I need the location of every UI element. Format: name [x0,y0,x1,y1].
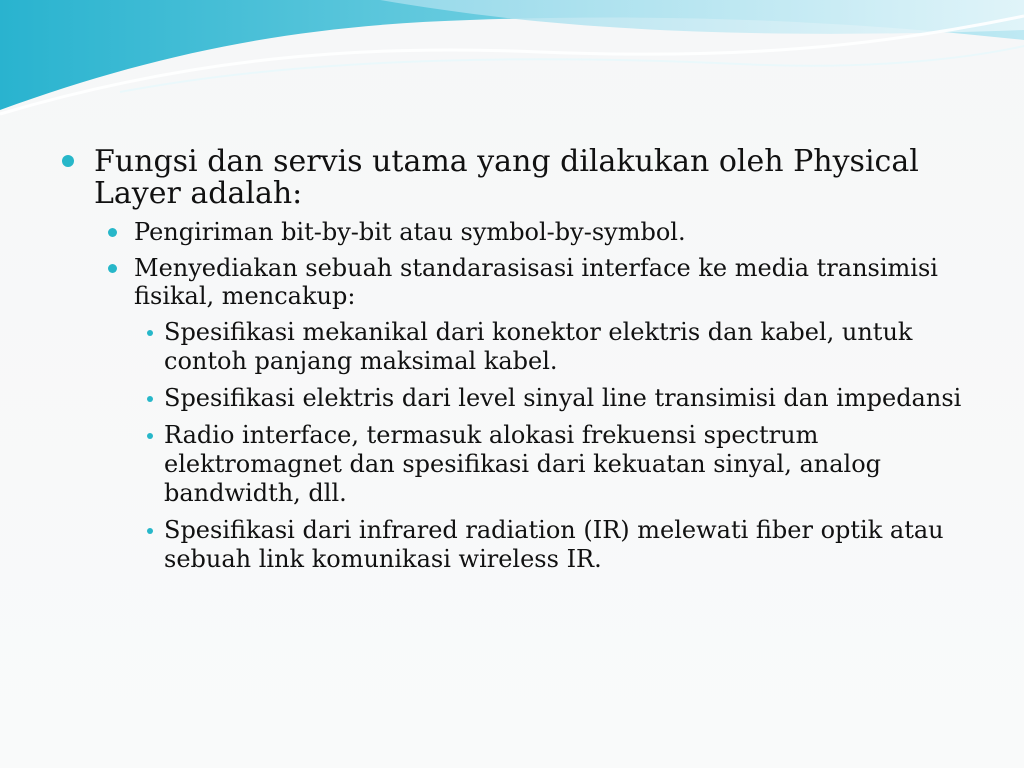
bullet-text: Spesifikasi dari infrared radiation (IR) melewati fiber optik atau sebuah link komunikasi wireless IR. [164,516,944,573]
bullet-icon [62,155,74,167]
bullet-item-sub [94,218,980,246]
bullet-item-detail [134,421,980,508]
bullet-text: Menyediakan sebuah standarasisasi interface ke media transimisi fisikal, mencakup: [134,254,938,310]
bullet-text: Spesifikasi elektris dari level sinyal line transimisi dan impedansi [164,384,962,412]
bullet-item-detail [134,318,980,376]
bullet-item-main [60,146,980,574]
bullet-item-detail [134,384,980,413]
bullet-text: Fungsi dan servis utama yang dilakukan oleh Physical Layer adalah: [94,144,919,211]
bullet-text: Spesifikasi mekanikal dari konektor elektris dan kabel, untuk contoh panjang maksimal kabel. [164,318,913,375]
bullet-list-level-1 [60,146,980,574]
header-wave-decoration [0,0,1024,120]
bullet-item-sub [94,254,980,574]
bullet-text: Radio interface, termasuk alokasi frekuensi spectrum elektromagnet dan spesifikasi dari kekuatan sinyal, analog bandwidth, dll. [164,421,882,507]
bullet-icon [147,528,153,534]
bullet-icon [147,433,153,439]
bullet-icon [108,264,117,273]
content-area [60,146,980,582]
bullet-icon [147,396,153,402]
bullet-icon [108,228,117,237]
bullet-item-detail [134,516,980,574]
bullet-icon [147,330,153,336]
bullet-list-level-2 [94,218,980,574]
bullet-text: Pengiriman bit-by-bit atau symbol-by-symbol. [134,218,686,246]
bullet-list-level-3 [134,318,980,574]
